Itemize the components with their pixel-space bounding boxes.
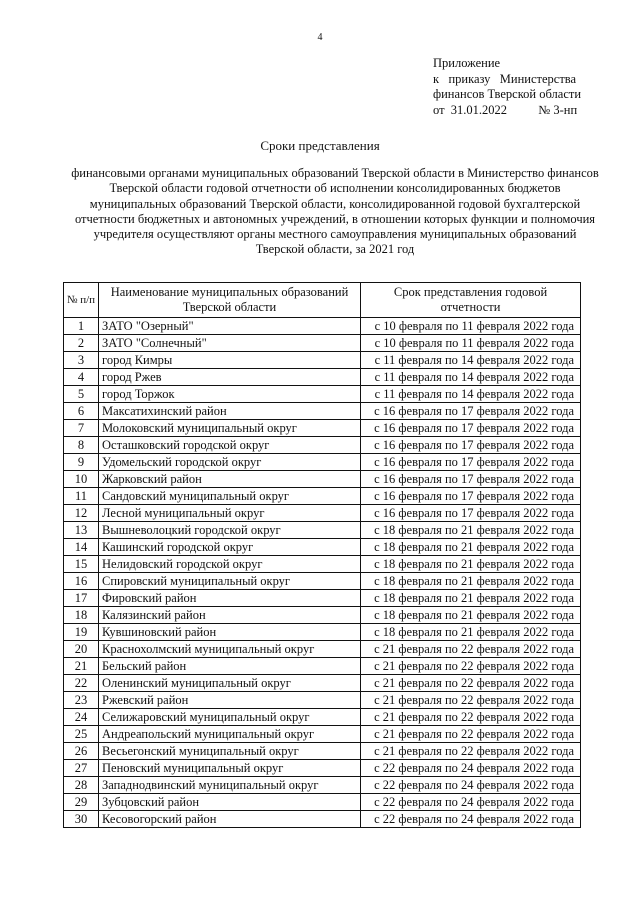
row-deadline: с 22 февраля по 24 февраля 2022 года xyxy=(361,811,581,828)
row-number: 1 xyxy=(64,318,99,335)
row-name: Жарковский район xyxy=(99,471,361,488)
row-number: 5 xyxy=(64,386,99,403)
row-name: Кашинский городской округ xyxy=(99,539,361,556)
header-deadline: Срок представления годовой отчетности xyxy=(361,283,581,318)
table-row xyxy=(64,726,581,743)
appendix-line-4: от 31.01.2022 № 3-нп xyxy=(433,102,578,117)
row-name: Кувшиновский район xyxy=(99,624,361,641)
row-deadline: с 22 февраля по 24 февраля 2022 года xyxy=(361,760,581,777)
row-deadline: с 21 февраля по 22 февраля 2022 года xyxy=(361,709,581,726)
row-number: 25 xyxy=(64,726,99,743)
row-deadline: с 21 февраля по 22 февраля 2022 года xyxy=(361,726,581,743)
deadlines-table xyxy=(63,282,581,828)
row-deadline: с 16 февраля по 17 февраля 2022 года xyxy=(361,488,581,505)
table-row xyxy=(64,454,581,471)
row-number: 15 xyxy=(64,556,99,573)
row-name: Селижаровский муниципальный округ xyxy=(99,709,361,726)
row-number: 4 xyxy=(64,369,99,386)
row-number: 28 xyxy=(64,777,99,794)
table-row xyxy=(64,318,581,335)
row-number: 16 xyxy=(64,573,99,590)
row-name: город Ржев xyxy=(99,369,361,386)
table-row xyxy=(64,556,581,573)
row-deadline: с 22 февраля по 24 февраля 2022 года xyxy=(361,794,581,811)
table-row xyxy=(64,471,581,488)
table-row xyxy=(64,420,581,437)
row-name: Спировский муниципальный округ xyxy=(99,573,361,590)
table-row xyxy=(64,794,581,811)
table-row xyxy=(64,675,581,692)
table-row xyxy=(64,607,581,624)
row-name: Осташковский городской округ xyxy=(99,437,361,454)
row-deadline: с 18 февраля по 21 февраля 2022 года xyxy=(361,539,581,556)
table-row xyxy=(64,369,581,386)
table-row xyxy=(64,488,581,505)
row-deadline: с 11 февраля по 14 февраля 2022 года xyxy=(361,386,581,403)
row-deadline: с 16 февраля по 17 февраля 2022 года xyxy=(361,454,581,471)
table-row xyxy=(64,335,581,352)
row-number: 14 xyxy=(64,539,99,556)
row-number: 12 xyxy=(64,505,99,522)
page-number: 4 xyxy=(317,32,323,43)
table-row xyxy=(64,386,581,403)
row-deadline: с 18 февраля по 21 февраля 2022 года xyxy=(361,624,581,641)
row-name: Пеновский муниципальный округ xyxy=(99,760,361,777)
row-number: 24 xyxy=(64,709,99,726)
header-num: № п/п xyxy=(64,283,99,318)
row-name: ЗАТО "Озерный" xyxy=(99,318,361,335)
row-name: Удомельский городской округ xyxy=(99,454,361,471)
row-deadline: с 18 февраля по 21 февраля 2022 года xyxy=(361,522,581,539)
table-row xyxy=(64,641,581,658)
row-deadline: с 21 февраля по 22 февраля 2022 года xyxy=(361,692,581,709)
row-name: город Кимры xyxy=(99,352,361,369)
row-deadline: с 22 февраля по 24 февраля 2022 года xyxy=(361,777,581,794)
row-deadline: с 16 февраля по 17 февраля 2022 года xyxy=(361,403,581,420)
row-name: Калязинский район xyxy=(99,607,361,624)
row-number: 21 xyxy=(64,658,99,675)
document-title: Сроки представления xyxy=(260,138,380,153)
row-name: Бельский район xyxy=(99,658,361,675)
row-deadline: с 18 февраля по 21 февраля 2022 года xyxy=(361,590,581,607)
row-number: 26 xyxy=(64,743,99,760)
table-row xyxy=(64,437,581,454)
row-number: 11 xyxy=(64,488,99,505)
row-name: Фировский район xyxy=(99,590,361,607)
row-deadline: с 10 февраля по 11 февраля 2022 года xyxy=(361,318,581,335)
row-deadline: с 18 февраля по 21 февраля 2022 года xyxy=(361,556,581,573)
row-deadline: с 16 февраля по 17 февраля 2022 года xyxy=(361,437,581,454)
row-deadline: с 21 февраля по 22 февраля 2022 года xyxy=(361,658,581,675)
table-row xyxy=(64,352,581,369)
row-number: 27 xyxy=(64,760,99,777)
row-deadline: с 10 февраля по 11 февраля 2022 года xyxy=(361,335,581,352)
row-name: Зубцовский район xyxy=(99,794,361,811)
row-name: ЗАТО "Солнечный" xyxy=(99,335,361,352)
row-name: Лесной муниципальный округ xyxy=(99,505,361,522)
table-row xyxy=(64,590,581,607)
row-name: Молоковский муниципальный округ xyxy=(99,420,361,437)
row-number: 22 xyxy=(64,675,99,692)
row-name: Краснохолмский муниципальный округ xyxy=(99,641,361,658)
row-number: 8 xyxy=(64,437,99,454)
table-header-row xyxy=(64,283,581,318)
header-name: Наименование муниципальных образований Тверской области xyxy=(99,283,361,318)
appendix-line-1: Приложение xyxy=(433,56,501,70)
row-number: 13 xyxy=(64,522,99,539)
table-row xyxy=(64,539,581,556)
row-number: 29 xyxy=(64,794,99,811)
table-row xyxy=(64,760,581,777)
appendix-line-2: к приказу Министерства xyxy=(433,71,577,86)
document-subtitle: финансовыми органами муниципальных образований Тверской области в Министерство финансов Тверской области годовой отчетности об исполнении консолидированных бюджетов муниципальных образований Тверской области, консолидированной годовой бухгалтерской отчетности бюджетных и автономных учреждений, в отношении которых функции и полномочия учредителя осуществляют органы местного самоуправления муниципальных образований Тверской области, за 2021 год xyxy=(71,166,599,257)
row-number: 2 xyxy=(64,335,99,352)
table-row xyxy=(64,811,581,828)
row-name: Кесовогорский район xyxy=(99,811,361,828)
row-number: 6 xyxy=(64,403,99,420)
row-name: Ржевский район xyxy=(99,692,361,709)
row-name: Вышневолоцкий городской округ xyxy=(99,522,361,539)
row-number: 10 xyxy=(64,471,99,488)
table-row xyxy=(64,709,581,726)
row-number: 7 xyxy=(64,420,99,437)
row-number: 18 xyxy=(64,607,99,624)
row-number: 17 xyxy=(64,590,99,607)
row-name: Максатихинский район xyxy=(99,403,361,420)
row-deadline: с 16 февраля по 17 февраля 2022 года xyxy=(361,505,581,522)
table-row xyxy=(64,403,581,420)
row-name: Нелидовский городской округ xyxy=(99,556,361,573)
row-number: 3 xyxy=(64,352,99,369)
row-name: город Торжок xyxy=(99,386,361,403)
table-row xyxy=(64,658,581,675)
row-number: 19 xyxy=(64,624,99,641)
row-deadline: с 21 февраля по 22 февраля 2022 года xyxy=(361,641,581,658)
row-number: 30 xyxy=(64,811,99,828)
appendix-line-3: финансов Тверской области xyxy=(433,87,582,101)
row-name: Сандовский муниципальный округ xyxy=(99,488,361,505)
table-row xyxy=(64,624,581,641)
row-number: 9 xyxy=(64,454,99,471)
table-row xyxy=(64,692,581,709)
row-deadline: с 11 февраля по 14 февраля 2022 года xyxy=(361,369,581,386)
row-name: Андреапольский муниципальный округ xyxy=(99,726,361,743)
table-row xyxy=(64,777,581,794)
row-number: 20 xyxy=(64,641,99,658)
table-row xyxy=(64,522,581,539)
table-row xyxy=(64,573,581,590)
row-name: Оленинский муниципальный округ xyxy=(99,675,361,692)
row-deadline: с 16 февраля по 17 февраля 2022 года xyxy=(361,420,581,437)
row-number: 23 xyxy=(64,692,99,709)
row-deadline: с 18 февраля по 21 февраля 2022 года xyxy=(361,607,581,624)
row-name: Весьегонский муниципальный округ xyxy=(99,743,361,760)
row-deadline: с 16 февраля по 17 февраля 2022 года xyxy=(361,471,581,488)
appendix-block xyxy=(433,56,581,118)
table-row xyxy=(64,505,581,522)
row-name: Западнодвинский муниципальный округ xyxy=(99,777,361,794)
table-row xyxy=(64,743,581,760)
row-deadline: с 18 февраля по 21 февраля 2022 года xyxy=(361,573,581,590)
row-deadline: с 21 февраля по 22 февраля 2022 года xyxy=(361,675,581,692)
row-deadline: с 21 февраля по 22 февраля 2022 года xyxy=(361,743,581,760)
row-deadline: с 11 февраля по 14 февраля 2022 года xyxy=(361,352,581,369)
